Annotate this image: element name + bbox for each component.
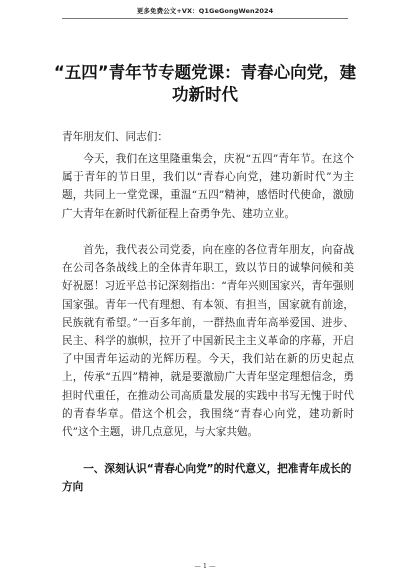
- page-number: — 1 —: [194, 562, 216, 570]
- paragraph-2: 首先，我代表公司党委，向在座的各位青年朋友，向奋战在公司各条战线上的全体青年职工，致以节日的诚挚问候和美好祝愿！习近平总书记深刻指出：“青年兴则国家兴，青年强则国家强。青年一代有理想、有本领、有担当，国家就有前途，民族就有希望。”一百多年前，一群热血青年高举爱国、进步、民主、科学的旗帜，拉开了中国新民主主义革命的序幕，开启了中国青年运动的光辉历程。今天，我们站在新的历史起点上，传承“五四”精神，就是要激励广大青年坚定理想信念，勇担时代重任，在推动公司高质量发展的实践中书写无愧于时代的青春华章。借这个机会，我围绕“青春心向党，建功新时代”这个主题，讲几点意见，与大家共勉。: [62, 244, 354, 439]
- greeting: 青年朋友们、同志们：: [62, 131, 168, 143]
- header-note: 更多免费公文+VX：Q1GeGongWen2024: [136, 7, 274, 15]
- paragraph-1: 今天，我们在这里隆重集会，庆祝“五四”青年节。在这个属于青年的节日里，我们以“青春心向党，建功新时代”为主题，共同上一堂党课，重温“五四”精神，感悟时代使命，激励广大青年在新时代新征程上奋勇争先、建功立业。: [62, 153, 354, 220]
- section-heading: 一、深刻认识“青春心向党”的时代意义，把准青年成长的方向: [62, 463, 352, 494]
- header-divider: [62, 18, 348, 19]
- document-title: “五四”青年节专题党课：青春心向党，建功新时代: [53, 63, 357, 104]
